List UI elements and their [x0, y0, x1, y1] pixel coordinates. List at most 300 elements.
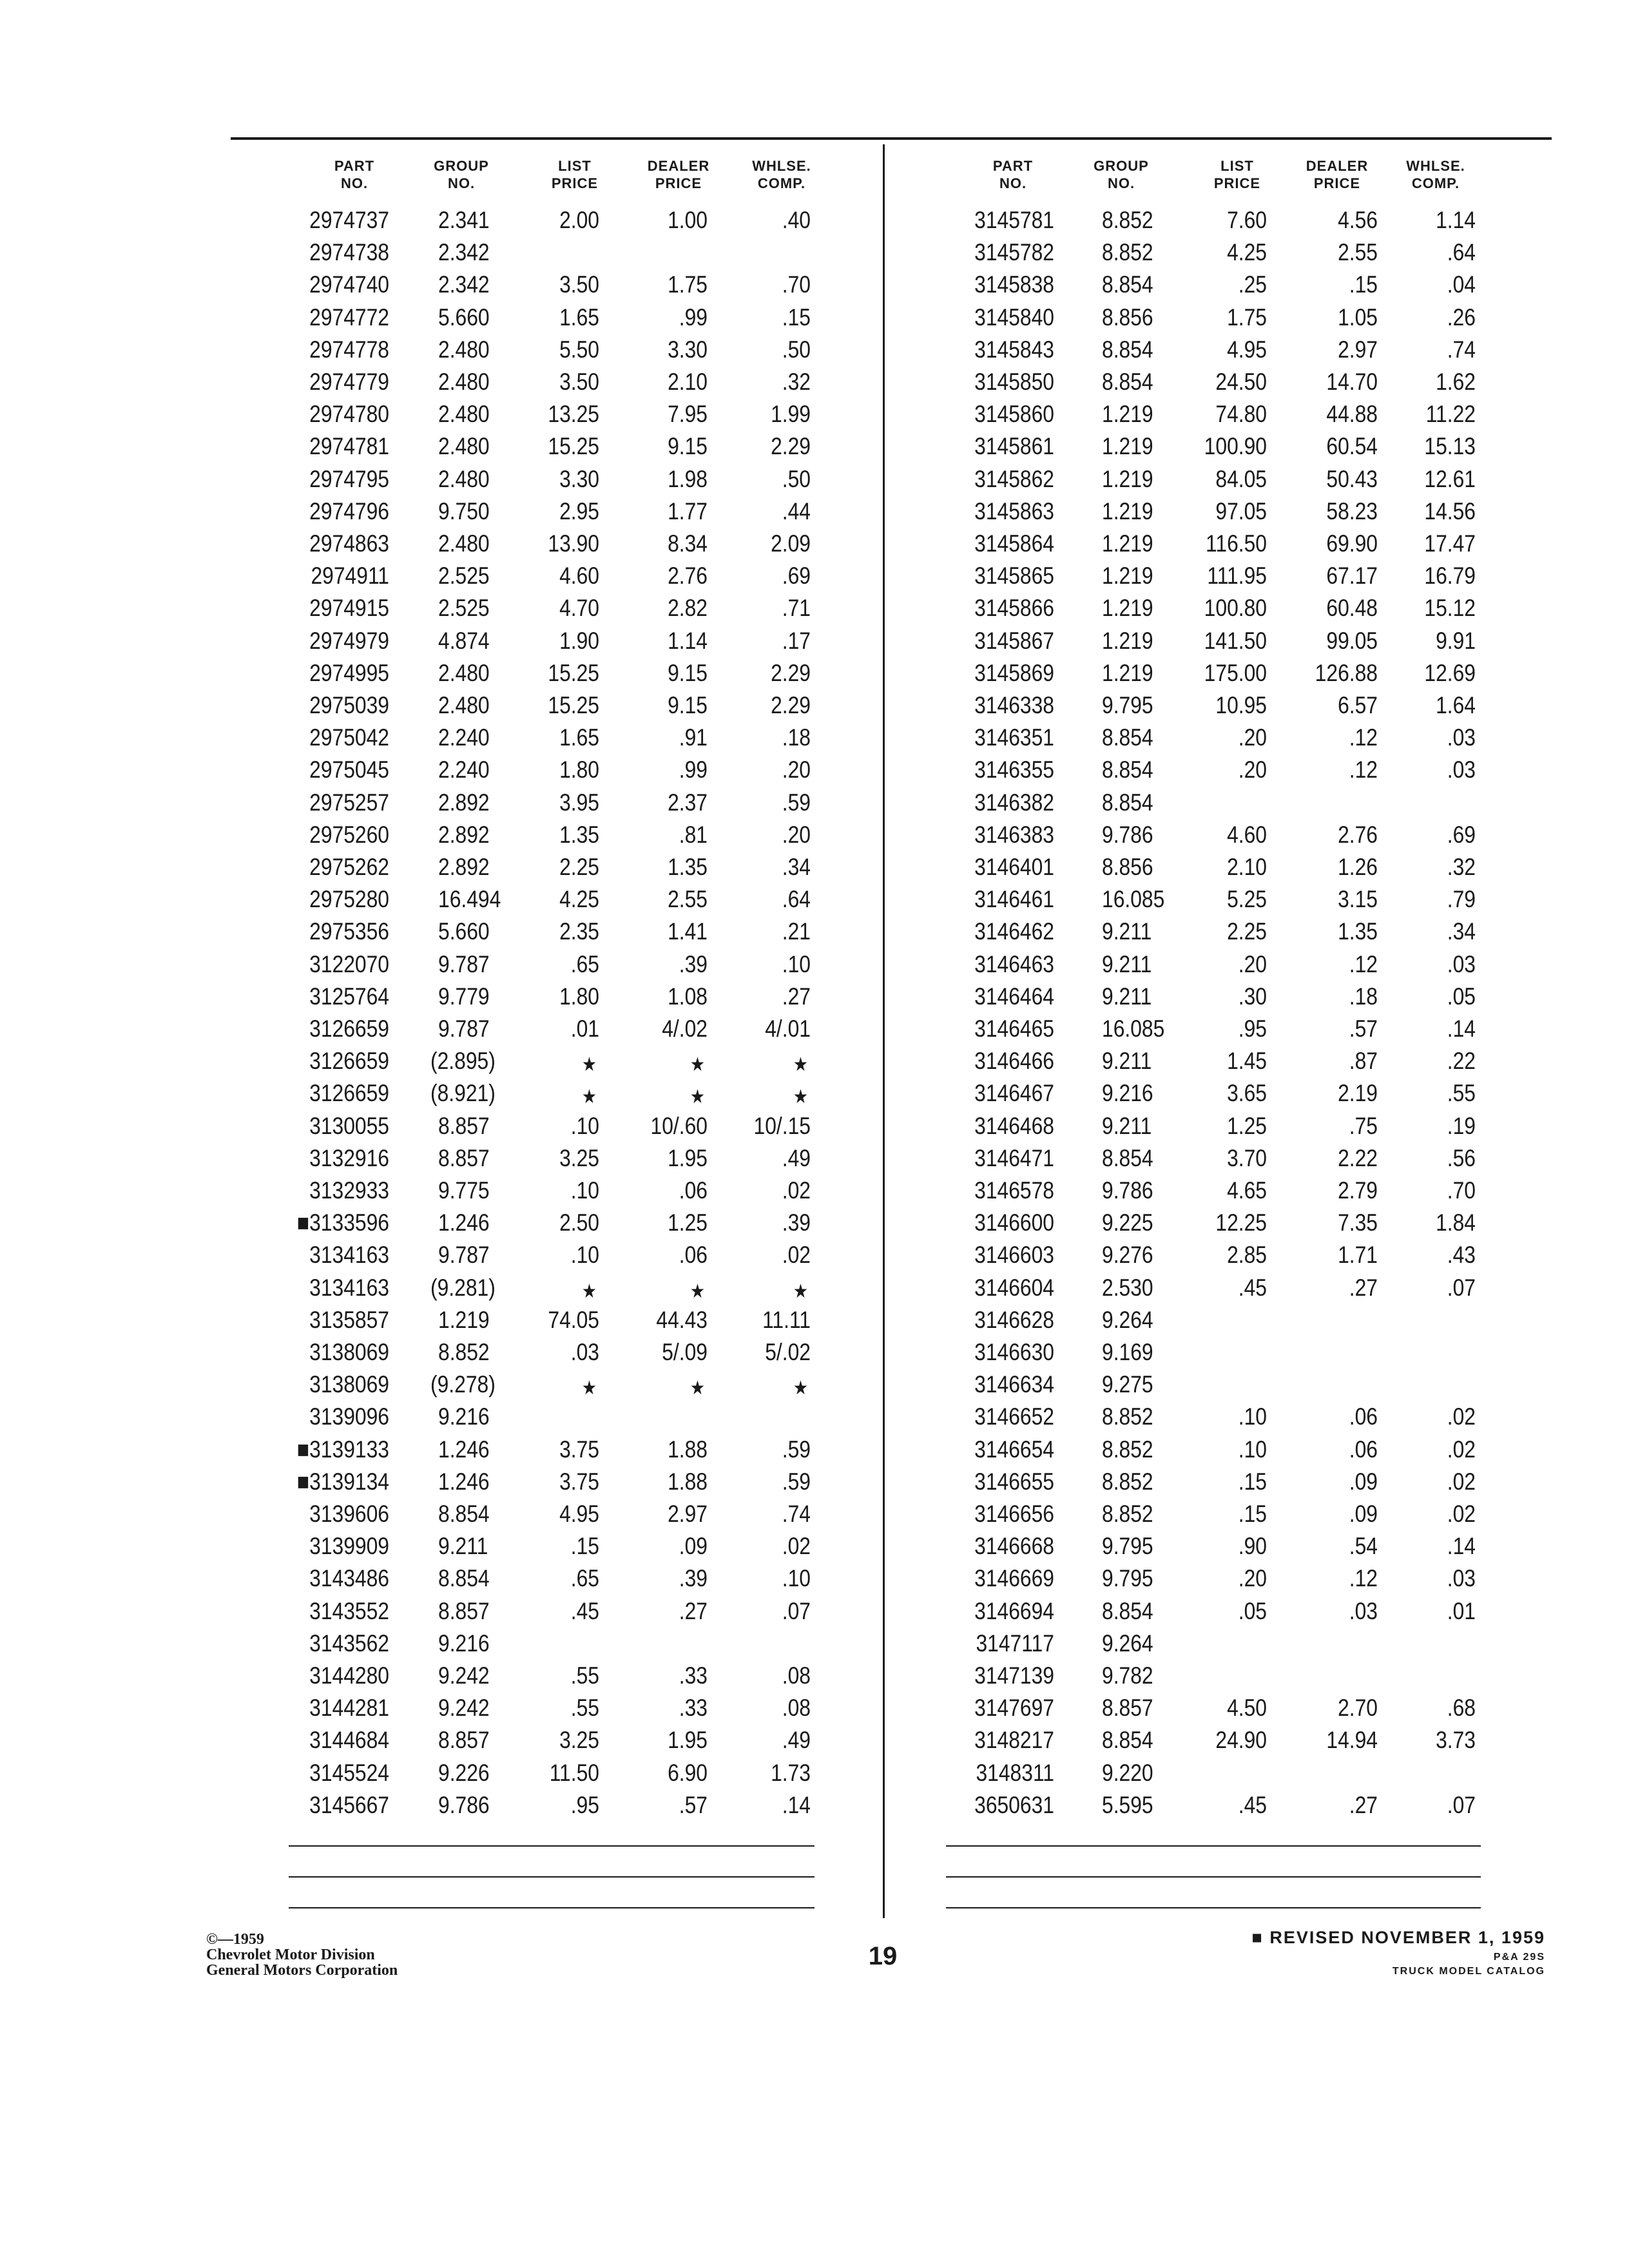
group-number: 8.854: [1102, 1727, 1153, 1754]
part-number: 3145843: [974, 336, 1054, 363]
group-number: 1.219: [1102, 497, 1153, 524]
corporation-name: General Motors Corporation: [206, 1962, 398, 1979]
list-price: 7.60: [1227, 207, 1267, 233]
whlse-comp: 12.61: [1424, 465, 1476, 492]
part-number: 2975257: [309, 789, 389, 816]
list-price: 1.80: [559, 983, 599, 1010]
part-number: 3146604: [974, 1274, 1054, 1301]
group-number: 16.494: [438, 886, 501, 913]
whlse-comp: .32: [782, 369, 811, 395]
whlse-comp: .59: [782, 1468, 811, 1495]
list-price: .45: [1238, 1791, 1267, 1818]
part-number: 3145838: [974, 271, 1054, 298]
list-price: 74.05: [548, 1306, 599, 1333]
whlse-comp: .04: [1447, 271, 1476, 298]
group-number: 2.341: [438, 207, 490, 233]
dealer-price: 60.54: [1326, 433, 1378, 460]
whlse-comp: .10: [782, 1565, 811, 1592]
list-price: 2.95: [559, 497, 599, 524]
dealer-price: .06: [1349, 1436, 1378, 1463]
whlse-comp: 2.29: [771, 692, 811, 718]
whlse-comp: .03: [1447, 1565, 1476, 1592]
dealer-price: .12: [1349, 950, 1378, 977]
group-number: (8.921): [430, 1080, 496, 1107]
part-number: 3130055: [309, 1112, 389, 1139]
dealer-price: ★: [689, 1378, 705, 1399]
group-number: 9.242: [438, 1662, 490, 1689]
group-number: 2.480: [438, 465, 490, 492]
dealer-price: 1.71: [1338, 1242, 1378, 1269]
group-number: 9.775: [438, 1177, 490, 1204]
group-number: 8.857: [438, 1727, 490, 1754]
group-number: 1.219: [1102, 465, 1153, 492]
copyright-block: [206, 1932, 398, 1978]
part-number: 3146383: [974, 821, 1054, 848]
group-number: 9.211: [1102, 983, 1152, 1010]
header-dealer-left: DEALER PRICE: [647, 158, 710, 191]
page-number: 19: [868, 1942, 898, 1970]
list-price: 4.25: [559, 886, 599, 913]
list-price: 175.00: [1204, 659, 1267, 686]
group-number: 16.085: [1102, 886, 1165, 913]
part-number: 3145850: [974, 369, 1054, 395]
list-price: ★: [581, 1054, 597, 1076]
dealer-price: .18: [1349, 983, 1378, 1010]
group-number: 8.854: [1102, 1597, 1153, 1624]
group-number: 5.595: [1102, 1791, 1153, 1818]
part-number: 2974795: [309, 465, 389, 492]
group-number: 2.480: [438, 692, 490, 718]
dealer-price: 44.43: [656, 1306, 708, 1333]
dealer-price: .15: [1349, 271, 1378, 298]
dealer-price: .12: [1349, 756, 1378, 783]
list-price: 74.80: [1215, 401, 1267, 428]
list-price: 3.75: [559, 1468, 599, 1495]
list-price: .90: [1238, 1533, 1267, 1560]
dealer-price: .33: [679, 1662, 708, 1689]
dealer-price: ★: [689, 1086, 705, 1108]
whlse-comp: .55: [1447, 1080, 1476, 1107]
group-number: 8.852: [1102, 1501, 1153, 1527]
group-number: 9.275: [1102, 1371, 1153, 1398]
list-price: .45: [1238, 1274, 1267, 1301]
list-price: 5.50: [559, 336, 599, 363]
group-number: 9.264: [1102, 1629, 1153, 1657]
list-price: .20: [1238, 756, 1267, 783]
group-number: (9.281): [430, 1274, 496, 1301]
part-number: 3132933: [309, 1177, 389, 1204]
whlse-comp: .10: [782, 950, 811, 977]
dealer-price: 2.79: [1338, 1177, 1378, 1204]
dealer-price: 1.41: [668, 918, 708, 945]
dealer-price: 1.75: [668, 271, 708, 298]
list-price: 15.25: [548, 433, 599, 460]
group-number: 9.220: [1102, 1759, 1153, 1786]
group-number: 2.240: [438, 756, 490, 783]
group-number: 8.852: [1102, 1468, 1153, 1495]
whlse-comp: .40: [782, 207, 811, 233]
group-number: 8.856: [1102, 854, 1153, 880]
dealer-price: .39: [679, 950, 708, 977]
center-divider: [883, 144, 885, 1918]
dealer-price: .06: [1349, 1403, 1378, 1430]
dealer-price: 2.76: [668, 562, 708, 590]
list-price: 2.85: [1227, 1242, 1267, 1269]
list-price: .15: [1238, 1501, 1267, 1527]
part-number: 2974995: [309, 659, 389, 686]
part-number: 3146628: [974, 1306, 1054, 1333]
part-number: 3146351: [974, 724, 1054, 751]
dealer-price: 2.37: [668, 789, 708, 816]
blank-rule-right-2: [946, 1876, 1481, 1878]
dealer-price: .99: [679, 303, 708, 331]
group-number: 1.219: [1102, 401, 1153, 428]
part-number: 3146652: [974, 1403, 1054, 1430]
group-number: 1.219: [1102, 562, 1153, 590]
group-number: 9.786: [438, 1791, 490, 1818]
whlse-comp: .03: [1447, 756, 1476, 783]
part-number: 3145867: [974, 627, 1054, 654]
group-number: 2.480: [438, 433, 490, 460]
whlse-comp: ★: [793, 1280, 808, 1302]
list-price: 2.10: [1227, 854, 1267, 880]
group-number: 8.852: [1102, 239, 1153, 266]
header-group-right: GROUP NO.: [1094, 158, 1149, 191]
dealer-price: 2.82: [668, 595, 708, 622]
group-number: 8.857: [1102, 1695, 1153, 1722]
list-price: 24.90: [1215, 1727, 1267, 1754]
dealer-price: 1.14: [668, 627, 708, 654]
part-number: 3148217: [974, 1727, 1054, 1754]
part-number: 3135857: [309, 1306, 389, 1333]
part-number: 3144684: [309, 1727, 389, 1754]
list-price: .10: [1238, 1403, 1267, 1430]
list-price: 4.60: [1227, 821, 1267, 848]
whlse-comp: 16.79: [1424, 562, 1476, 590]
list-price: 141.50: [1204, 627, 1267, 654]
dealer-price: 3.15: [1338, 886, 1378, 913]
dealer-price: 2.76: [1338, 821, 1378, 848]
dealer-price: 6.57: [1338, 692, 1378, 718]
part-number: 3146466: [974, 1048, 1054, 1075]
group-number: 8.854: [1102, 369, 1153, 395]
dealer-price: .91: [679, 724, 708, 751]
dealer-price: 1.05: [1338, 303, 1378, 331]
group-number: 2.525: [438, 595, 490, 622]
revised-date: ■ REVISED NOVEMBER 1, 1959: [1251, 1928, 1545, 1947]
part-number: 3125764: [309, 983, 389, 1010]
list-price: .10: [1238, 1436, 1267, 1463]
group-number: 16.085: [1102, 1015, 1165, 1042]
whlse-comp: .14: [1447, 1533, 1476, 1560]
dealer-price: .39: [679, 1565, 708, 1592]
part-number: 3134163: [309, 1274, 389, 1301]
dealer-price: 2.10: [668, 369, 708, 395]
whlse-comp: .02: [1447, 1436, 1476, 1463]
whlse-comp: 10/.15: [753, 1112, 811, 1139]
whlse-comp: .18: [782, 724, 811, 751]
dealer-price: 9.15: [668, 659, 708, 686]
group-number: 2.342: [438, 239, 490, 266]
list-price: 100.90: [1204, 433, 1267, 460]
dealer-price: 2.70: [1338, 1695, 1378, 1722]
group-number: 8.854: [1102, 271, 1153, 298]
catalog-title: TRUCK MODEL CATALOG: [1392, 1966, 1545, 1977]
dealer-price: .27: [1349, 1274, 1378, 1301]
whlse-comp: .01: [1447, 1597, 1476, 1624]
part-number: 2974781: [309, 433, 389, 460]
whlse-comp: .07: [1447, 1274, 1476, 1301]
group-number: 1.219: [1102, 433, 1153, 460]
whlse-comp: .71: [782, 595, 811, 622]
dealer-price: .12: [1349, 724, 1378, 751]
part-number: ■3139133: [296, 1436, 389, 1463]
dealer-price: 2.97: [668, 1501, 708, 1527]
whlse-comp: .50: [782, 336, 811, 363]
part-number: 2974911: [311, 562, 389, 590]
header-dealer-right: DEALER PRICE: [1306, 158, 1369, 191]
group-number: 9.786: [1102, 821, 1153, 848]
whlse-comp: 2.09: [771, 530, 811, 557]
dealer-price: 1.08: [668, 983, 708, 1010]
part-number: 3146600: [974, 1209, 1054, 1236]
dealer-price: 1.26: [1338, 854, 1378, 880]
group-number: 9.225: [1102, 1209, 1153, 1236]
whlse-comp: .02: [782, 1177, 811, 1204]
list-price: 3.70: [1227, 1144, 1267, 1171]
whlse-comp: .70: [1447, 1177, 1476, 1204]
dealer-price: 1.95: [668, 1727, 708, 1754]
part-number: 3146463: [974, 950, 1054, 977]
group-number: 8.857: [438, 1112, 490, 1139]
whlse-comp: .20: [782, 821, 811, 848]
dealer-price: 126.88: [1315, 659, 1378, 686]
group-number: 9.216: [438, 1629, 490, 1657]
part-number: 3146338: [974, 692, 1054, 718]
whlse-comp: 1.14: [1436, 207, 1476, 233]
part-number: 3134163: [309, 1242, 389, 1269]
list-price: ★: [581, 1086, 597, 1108]
list-price: 3.95: [559, 789, 599, 816]
part-number: 3146382: [974, 789, 1054, 816]
list-price: .45: [570, 1597, 599, 1624]
whlse-comp: 1.99: [771, 401, 811, 428]
group-number: 1.219: [1102, 595, 1153, 622]
whlse-comp: .14: [782, 1791, 811, 1818]
whlse-comp: .56: [1447, 1144, 1476, 1171]
list-price: .03: [570, 1339, 599, 1365]
dealer-price: 99.05: [1326, 627, 1378, 654]
dealer-price: 60.48: [1326, 595, 1378, 622]
whlse-comp: .07: [782, 1597, 811, 1624]
whlse-comp: 12.69: [1424, 659, 1476, 686]
group-number: 9.787: [438, 1015, 490, 1042]
dealer-price: .33: [679, 1695, 708, 1722]
list-price: 4.95: [559, 1501, 599, 1527]
group-number: 9.211: [1102, 950, 1152, 977]
part-number: 3126659: [309, 1015, 389, 1042]
dealer-price: 1.95: [668, 1144, 708, 1171]
group-number: 1.219: [1102, 659, 1153, 686]
whlse-comp: .14: [1447, 1015, 1476, 1042]
list-price: 2.00: [559, 207, 599, 233]
part-number: 3145862: [974, 465, 1054, 492]
part-number: 3146471: [974, 1144, 1054, 1171]
header-list-left: LIST PRICE: [551, 158, 599, 191]
group-number: (9.278): [430, 1371, 496, 1398]
group-number: 9.787: [438, 950, 490, 977]
group-number: 8.854: [438, 1501, 490, 1527]
group-number: 2.480: [438, 401, 490, 428]
list-price: ★: [581, 1378, 597, 1399]
dealer-price: 1.77: [668, 497, 708, 524]
group-number: 8.854: [1102, 789, 1153, 816]
header-part-left: PART NO.: [334, 158, 375, 191]
dealer-price: .09: [679, 1533, 708, 1560]
part-number: 2974796: [309, 497, 389, 524]
part-number: 3145667: [309, 1791, 389, 1818]
whlse-comp: .49: [782, 1144, 811, 1171]
whlse-comp: 14.56: [1424, 497, 1476, 524]
whlse-comp: .21: [782, 918, 811, 945]
group-number: 1.246: [438, 1209, 490, 1236]
list-price: 3.25: [559, 1144, 599, 1171]
part-number: 3145524: [309, 1759, 389, 1786]
dealer-price: .87: [1349, 1048, 1378, 1075]
group-number: 9.226: [438, 1759, 490, 1786]
group-number: 1.246: [438, 1436, 490, 1463]
group-number: 9.169: [1102, 1339, 1153, 1365]
list-price: 15.25: [548, 659, 599, 686]
list-price: 4.65: [1227, 1177, 1267, 1204]
whlse-comp: ★: [793, 1054, 808, 1076]
dealer-price: 1.88: [668, 1436, 708, 1463]
group-number: 9.750: [438, 497, 490, 524]
part-number: 3146465: [974, 1015, 1054, 1042]
group-number: 2.480: [438, 659, 490, 686]
part-number: 2975356: [309, 918, 389, 945]
group-number: 8.854: [438, 1565, 490, 1592]
part-number: 3146468: [974, 1112, 1054, 1139]
list-price: .25: [1238, 271, 1267, 298]
dealer-price: .06: [679, 1177, 708, 1204]
dealer-price: .57: [679, 1791, 708, 1818]
part-number: 2974778: [309, 336, 389, 363]
part-number: 3144281: [309, 1695, 389, 1722]
dealer-price: 14.70: [1326, 369, 1378, 395]
part-number: 3145840: [974, 303, 1054, 331]
group-number: 9.264: [1102, 1306, 1153, 1333]
list-price: 10.95: [1215, 692, 1267, 718]
header-list-right: LIST PRICE: [1213, 158, 1261, 191]
list-price: .15: [570, 1533, 599, 1560]
group-number: 9.786: [1102, 1177, 1153, 1204]
dealer-price: 1.35: [1338, 918, 1378, 945]
whlse-comp: .49: [782, 1727, 811, 1754]
list-price: 97.05: [1215, 497, 1267, 524]
list-price: 3.25: [559, 1727, 599, 1754]
part-number: 2975262: [309, 854, 389, 880]
part-number: 3145781: [974, 207, 1054, 233]
whlse-comp: .08: [782, 1662, 811, 1689]
group-number: 8.856: [1102, 303, 1153, 331]
group-number: 9.779: [438, 983, 490, 1010]
list-price: .30: [1238, 983, 1267, 1010]
group-number: 8.854: [1102, 724, 1153, 751]
dealer-price: 2.97: [1338, 336, 1378, 363]
list-price: 2.50: [559, 1209, 599, 1236]
group-number: 9.216: [438, 1403, 490, 1430]
list-price: 24.50: [1215, 369, 1267, 395]
list-price: 100.80: [1204, 595, 1267, 622]
whlse-comp: .43: [1447, 1242, 1476, 1269]
list-price: 4.60: [559, 562, 599, 590]
list-price: 3.75: [559, 1436, 599, 1463]
list-price: 13.25: [548, 401, 599, 428]
dealer-price: .27: [679, 1597, 708, 1624]
group-number: 9.782: [1102, 1662, 1153, 1689]
dealer-price: .09: [1349, 1501, 1378, 1527]
part-number: 2975042: [309, 724, 389, 751]
dealer-price: 1.88: [668, 1468, 708, 1495]
part-number: 3146461: [974, 886, 1054, 913]
dealer-price: .99: [679, 756, 708, 783]
whlse-comp: .20: [782, 756, 811, 783]
list-price: .65: [570, 1565, 599, 1592]
part-number: 2974863: [309, 530, 389, 557]
list-price: 13.90: [548, 530, 599, 557]
group-number: 8.854: [1102, 1144, 1153, 1171]
part-number: 3147697: [974, 1695, 1054, 1722]
whlse-comp: .79: [1447, 886, 1476, 913]
dealer-price: 58.23: [1326, 497, 1378, 524]
group-number: 9.242: [438, 1695, 490, 1722]
list-price: .95: [1238, 1015, 1267, 1042]
whlse-comp: .68: [1447, 1695, 1476, 1722]
group-number: 2.525: [438, 562, 490, 590]
list-price: .01: [570, 1015, 599, 1042]
part-number: 2975260: [309, 821, 389, 848]
top-rule: [231, 137, 1552, 140]
list-price: 5.25: [1227, 886, 1267, 913]
whlse-comp: .03: [1447, 724, 1476, 751]
part-number: 3146668: [974, 1533, 1054, 1560]
dealer-price: 2.55: [668, 886, 708, 913]
list-price: .10: [570, 1242, 599, 1269]
whlse-comp: .02: [1447, 1403, 1476, 1430]
group-number: 9.795: [1102, 692, 1153, 718]
dealer-price: 1.35: [668, 854, 708, 880]
part-number: 3126659: [309, 1048, 389, 1075]
list-price: 11.50: [549, 1759, 599, 1786]
dealer-price: ★: [689, 1280, 705, 1302]
blank-rule-right-3: [946, 1907, 1481, 1908]
part-number: 3146634: [974, 1371, 1054, 1398]
whlse-comp: .02: [1447, 1501, 1476, 1527]
whlse-comp: .02: [782, 1242, 811, 1269]
whlse-comp: .59: [782, 1436, 811, 1463]
part-number: 3146355: [974, 756, 1054, 783]
whlse-comp: 4/.01: [765, 1015, 811, 1042]
part-number: 2974979: [309, 627, 389, 654]
part-number: 3146467: [974, 1080, 1054, 1107]
list-price: .10: [570, 1177, 599, 1204]
part-number: 2974915: [309, 595, 389, 622]
whlse-comp: 11.11: [762, 1306, 811, 1333]
whlse-comp: 15.12: [1424, 595, 1476, 622]
list-price: 2.25: [1227, 918, 1267, 945]
list-price: 1.25: [1227, 1112, 1267, 1139]
